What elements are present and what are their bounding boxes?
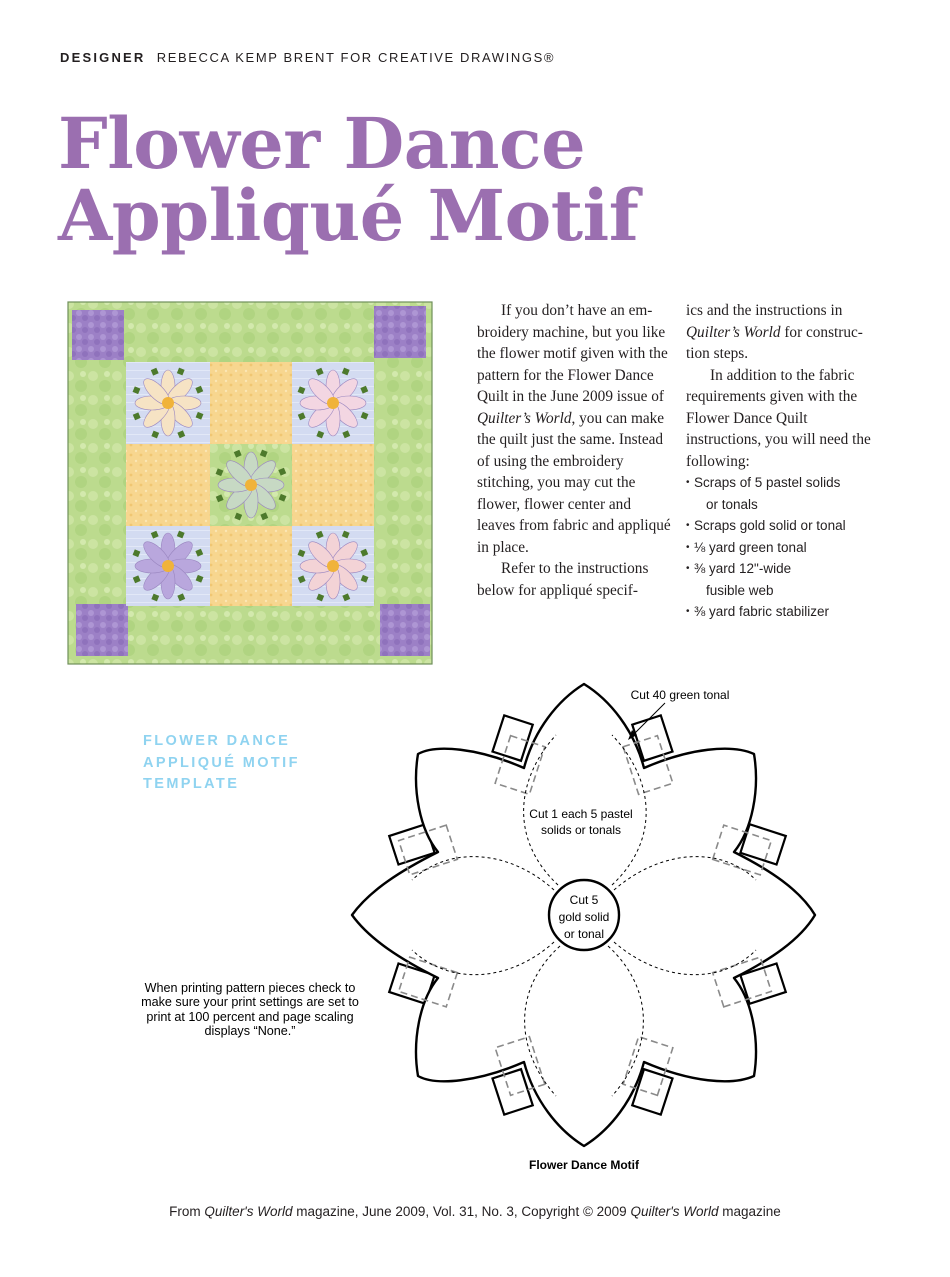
center-note-line-1: Cut 5: [569, 893, 599, 907]
designer-credit: [60, 50, 555, 65]
template-label: [143, 731, 300, 796]
template-label-line: TEMPLATE: [143, 776, 240, 792]
template-label-line: APPLIQUÉ MOTIF: [143, 754, 300, 771]
motif-caption: Flower Dance Motif: [528, 1158, 639, 1172]
footer-magazine-1: Quilter's World: [204, 1204, 293, 1219]
page-title: [58, 102, 639, 257]
footer-middle: magazine, June 2009, Vol. 31, No. 3, Copyright © 2009: [292, 1204, 631, 1219]
intro-column-2: [686, 300, 881, 623]
materials-item-text: Scraps gold solid or tonal: [694, 518, 846, 533]
materials-item-text: ⅜ yard fabric stabilizer: [694, 604, 830, 619]
quilt-photo: [64, 298, 436, 668]
designer-name: REBECCA KEMP BRENT FOR CREATIVE DRAWINGS®: [156, 50, 556, 65]
center-note-line-2: gold solid: [558, 910, 610, 924]
flower-motif-template: [330, 670, 850, 1170]
materials-item-text-cont: fusible web: [706, 582, 774, 598]
materials-item-text-cont: or tonals: [706, 496, 758, 512]
petal-note-line-1: Cut 1 each 5 pastel: [529, 807, 633, 821]
instructions-paragraph: [686, 300, 881, 365]
footer-copyright: [0, 1204, 950, 1219]
title-line-2: Appliqué Motif: [58, 174, 639, 257]
materials-item: [686, 537, 881, 559]
petal-note-line-2: solids or tonals: [540, 823, 622, 837]
materials-item-text: Scraps of 5 pastel solids: [694, 475, 841, 490]
title-line-1: Flower Dance: [58, 102, 586, 185]
intro-magazine-name: Quilter’s World: [477, 409, 572, 427]
designer-label: DESIGNER: [60, 50, 146, 65]
instructions-text-a: ics and the instructions in: [686, 302, 843, 319]
instructions-text-b: for construc-tion steps.: [686, 323, 863, 362]
materials-item-text: ⅛ yard green tonal: [694, 539, 807, 555]
center-note-line-3: or tonal: [563, 927, 605, 941]
requirements-paragraph: In addition to the fabric requirements given with the Flower Dance Quilt instructions, you will need the following:: [686, 366, 871, 470]
intro-column-1: [477, 300, 672, 601]
leaf-note: Cut 40 green tonal: [630, 688, 730, 702]
refer-paragraph: Refer to the instructions below for appliqué specif-: [477, 560, 649, 599]
intro-text-b: , you can make the quilt just the same. Instead of using the embroidery stitching, you may cut the flower, flower center and leaves from fabric and appliqué in place.: [477, 409, 671, 556]
materials-item: [686, 558, 881, 601]
materials-item: [686, 601, 881, 623]
footer-prefix: From: [169, 1204, 205, 1219]
materials-list: [686, 472, 881, 623]
materials-item: [686, 515, 881, 537]
template-label-line: FLOWER DANCE: [143, 733, 291, 749]
print-note: When printing pattern pieces check to make sure your print settings are set to print at 100 percent and page scaling displays “None.”: [141, 981, 359, 1038]
intro-paragraph: [477, 300, 672, 558]
footer-magazine-2: Quilter's World: [630, 1204, 719, 1219]
materials-item: [686, 472, 881, 515]
materials-item-text: ⅜ yard 12"-wide: [694, 561, 792, 576]
footer-suffix: magazine: [718, 1204, 781, 1219]
instructions-magazine-name: Quilter’s World: [686, 323, 781, 341]
intro-text-a: If you don’t have an em-broidery machine, but you like the flower motif given with the pattern for the Flower Dance Quilt in the June 2009 issue of: [477, 302, 668, 405]
